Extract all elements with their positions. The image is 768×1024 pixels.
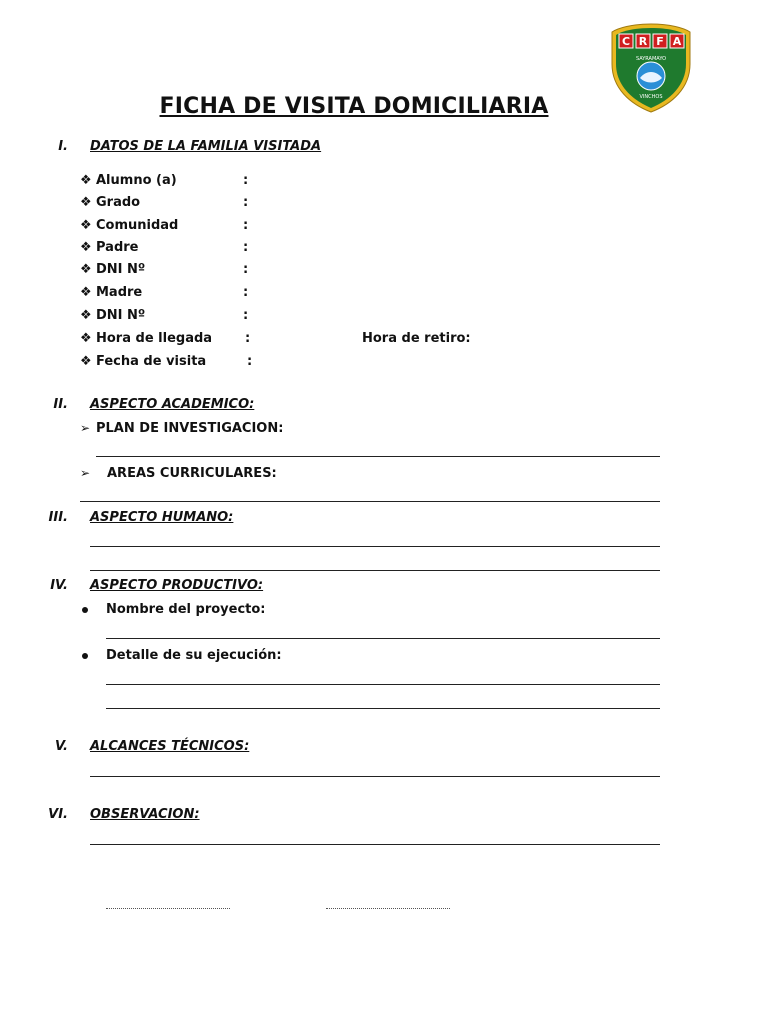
answer-line[interactable]: [106, 638, 660, 639]
plan-investigacion-item: [80, 419, 283, 438]
field-label: Padre: [96, 240, 139, 255]
answer-line[interactable]: [90, 546, 660, 547]
page-title: FICHA DE VISITA DOMICILIARIA: [159, 94, 549, 119]
section-5-number: V.: [55, 739, 68, 754]
field-colon: :: [243, 285, 249, 300]
section-4-number: IV.: [50, 578, 68, 593]
detalle-ejecucion-label: Detalle de su ejecución:: [106, 648, 282, 663]
field-colon: :: [243, 218, 249, 233]
diamond-bullet-icon: ❖: [80, 195, 92, 210]
logo-letter-r: R: [638, 35, 648, 48]
logo-letter-f: F: [656, 35, 664, 48]
arrow-bullet-icon: ➢: [80, 421, 91, 435]
section-3-number: III.: [48, 510, 68, 525]
logo-arc-text: SAYRAMAYO: [635, 56, 667, 62]
section-5-title: ALCANCES TÉCNICOS:: [90, 739, 250, 754]
field-padre: [80, 239, 139, 257]
round-bullet-icon: [82, 653, 88, 659]
field-label: Hora de llegada: [96, 331, 213, 346]
section-4-title: ASPECTO PRODUCTIVO:: [90, 578, 264, 593]
logo-bottom-text: VINCHOS: [639, 94, 663, 100]
field-dni-padre: [80, 261, 145, 279]
field-grado: [80, 194, 140, 212]
field-colon: :: [243, 240, 249, 255]
field-fecha-visita: [80, 353, 206, 371]
section-1-number: I.: [58, 139, 68, 154]
field-dni-madre: [80, 307, 145, 325]
plan-investigacion-label: PLAN DE INVESTIGACION:: [96, 421, 284, 436]
nombre-proyecto-label: Nombre del proyecto:: [106, 602, 266, 617]
section-1-title: DATOS DE LA FAMILIA VISITADA: [90, 139, 322, 154]
field-madre: [80, 284, 142, 302]
field-colon: :: [243, 173, 249, 188]
logo-letter-a: A: [672, 35, 682, 48]
logo-letter-c: C: [621, 35, 631, 48]
field-label: Comunidad: [96, 218, 179, 233]
section-6-title: OBSERVACION:: [90, 807, 200, 822]
field-label: Grado: [96, 195, 141, 210]
diamond-bullet-icon: ❖: [80, 240, 92, 255]
answer-line[interactable]: [90, 844, 660, 845]
answer-line[interactable]: [106, 708, 660, 709]
round-bullet-icon: [82, 607, 88, 613]
diamond-bullet-icon: ❖: [80, 262, 92, 277]
field-label: Fecha de visita: [96, 354, 207, 369]
field-label: Alumno (a): [96, 173, 177, 188]
diamond-bullet-icon: ❖: [80, 173, 92, 188]
answer-line[interactable]: [90, 570, 660, 571]
section-2-number: II.: [53, 397, 68, 412]
field-hora-llegada: [80, 330, 212, 348]
answer-line[interactable]: [80, 501, 660, 502]
diamond-bullet-icon: ❖: [80, 331, 92, 346]
section-2-title: ASPECTO ACADEMICO:: [90, 397, 255, 412]
field-colon: :: [247, 354, 253, 369]
field-label: Madre: [96, 285, 143, 300]
arrow-bullet-icon: ➢: [80, 466, 91, 480]
section-3-title: ASPECTO HUMANO:: [90, 510, 234, 525]
field-colon: :: [243, 195, 249, 210]
field-colon: :: [243, 262, 249, 277]
hora-retiro-label: Hora de retiro:: [362, 331, 471, 346]
diamond-bullet-icon: ❖: [80, 218, 92, 233]
signature-line-left[interactable]: [106, 908, 230, 909]
diamond-bullet-icon: ❖: [80, 285, 92, 300]
section-6-number: VI.: [48, 807, 68, 822]
diamond-bullet-icon: ❖: [80, 354, 92, 369]
areas-curriculares-item: [80, 464, 277, 483]
field-colon: :: [243, 308, 249, 323]
diamond-bullet-icon: ❖: [80, 308, 92, 323]
field-label: DNI Nº: [96, 308, 146, 323]
field-alumno: [80, 172, 177, 190]
signature-line-right[interactable]: [326, 908, 450, 909]
field-comunidad: [80, 217, 178, 235]
answer-line[interactable]: [106, 684, 660, 685]
answer-line[interactable]: [96, 456, 660, 457]
areas-curriculares-label: AREAS CURRICULARES:: [107, 466, 277, 481]
answer-line[interactable]: [90, 776, 660, 777]
field-label: DNI Nº: [96, 262, 146, 277]
field-colon: :: [245, 331, 251, 346]
